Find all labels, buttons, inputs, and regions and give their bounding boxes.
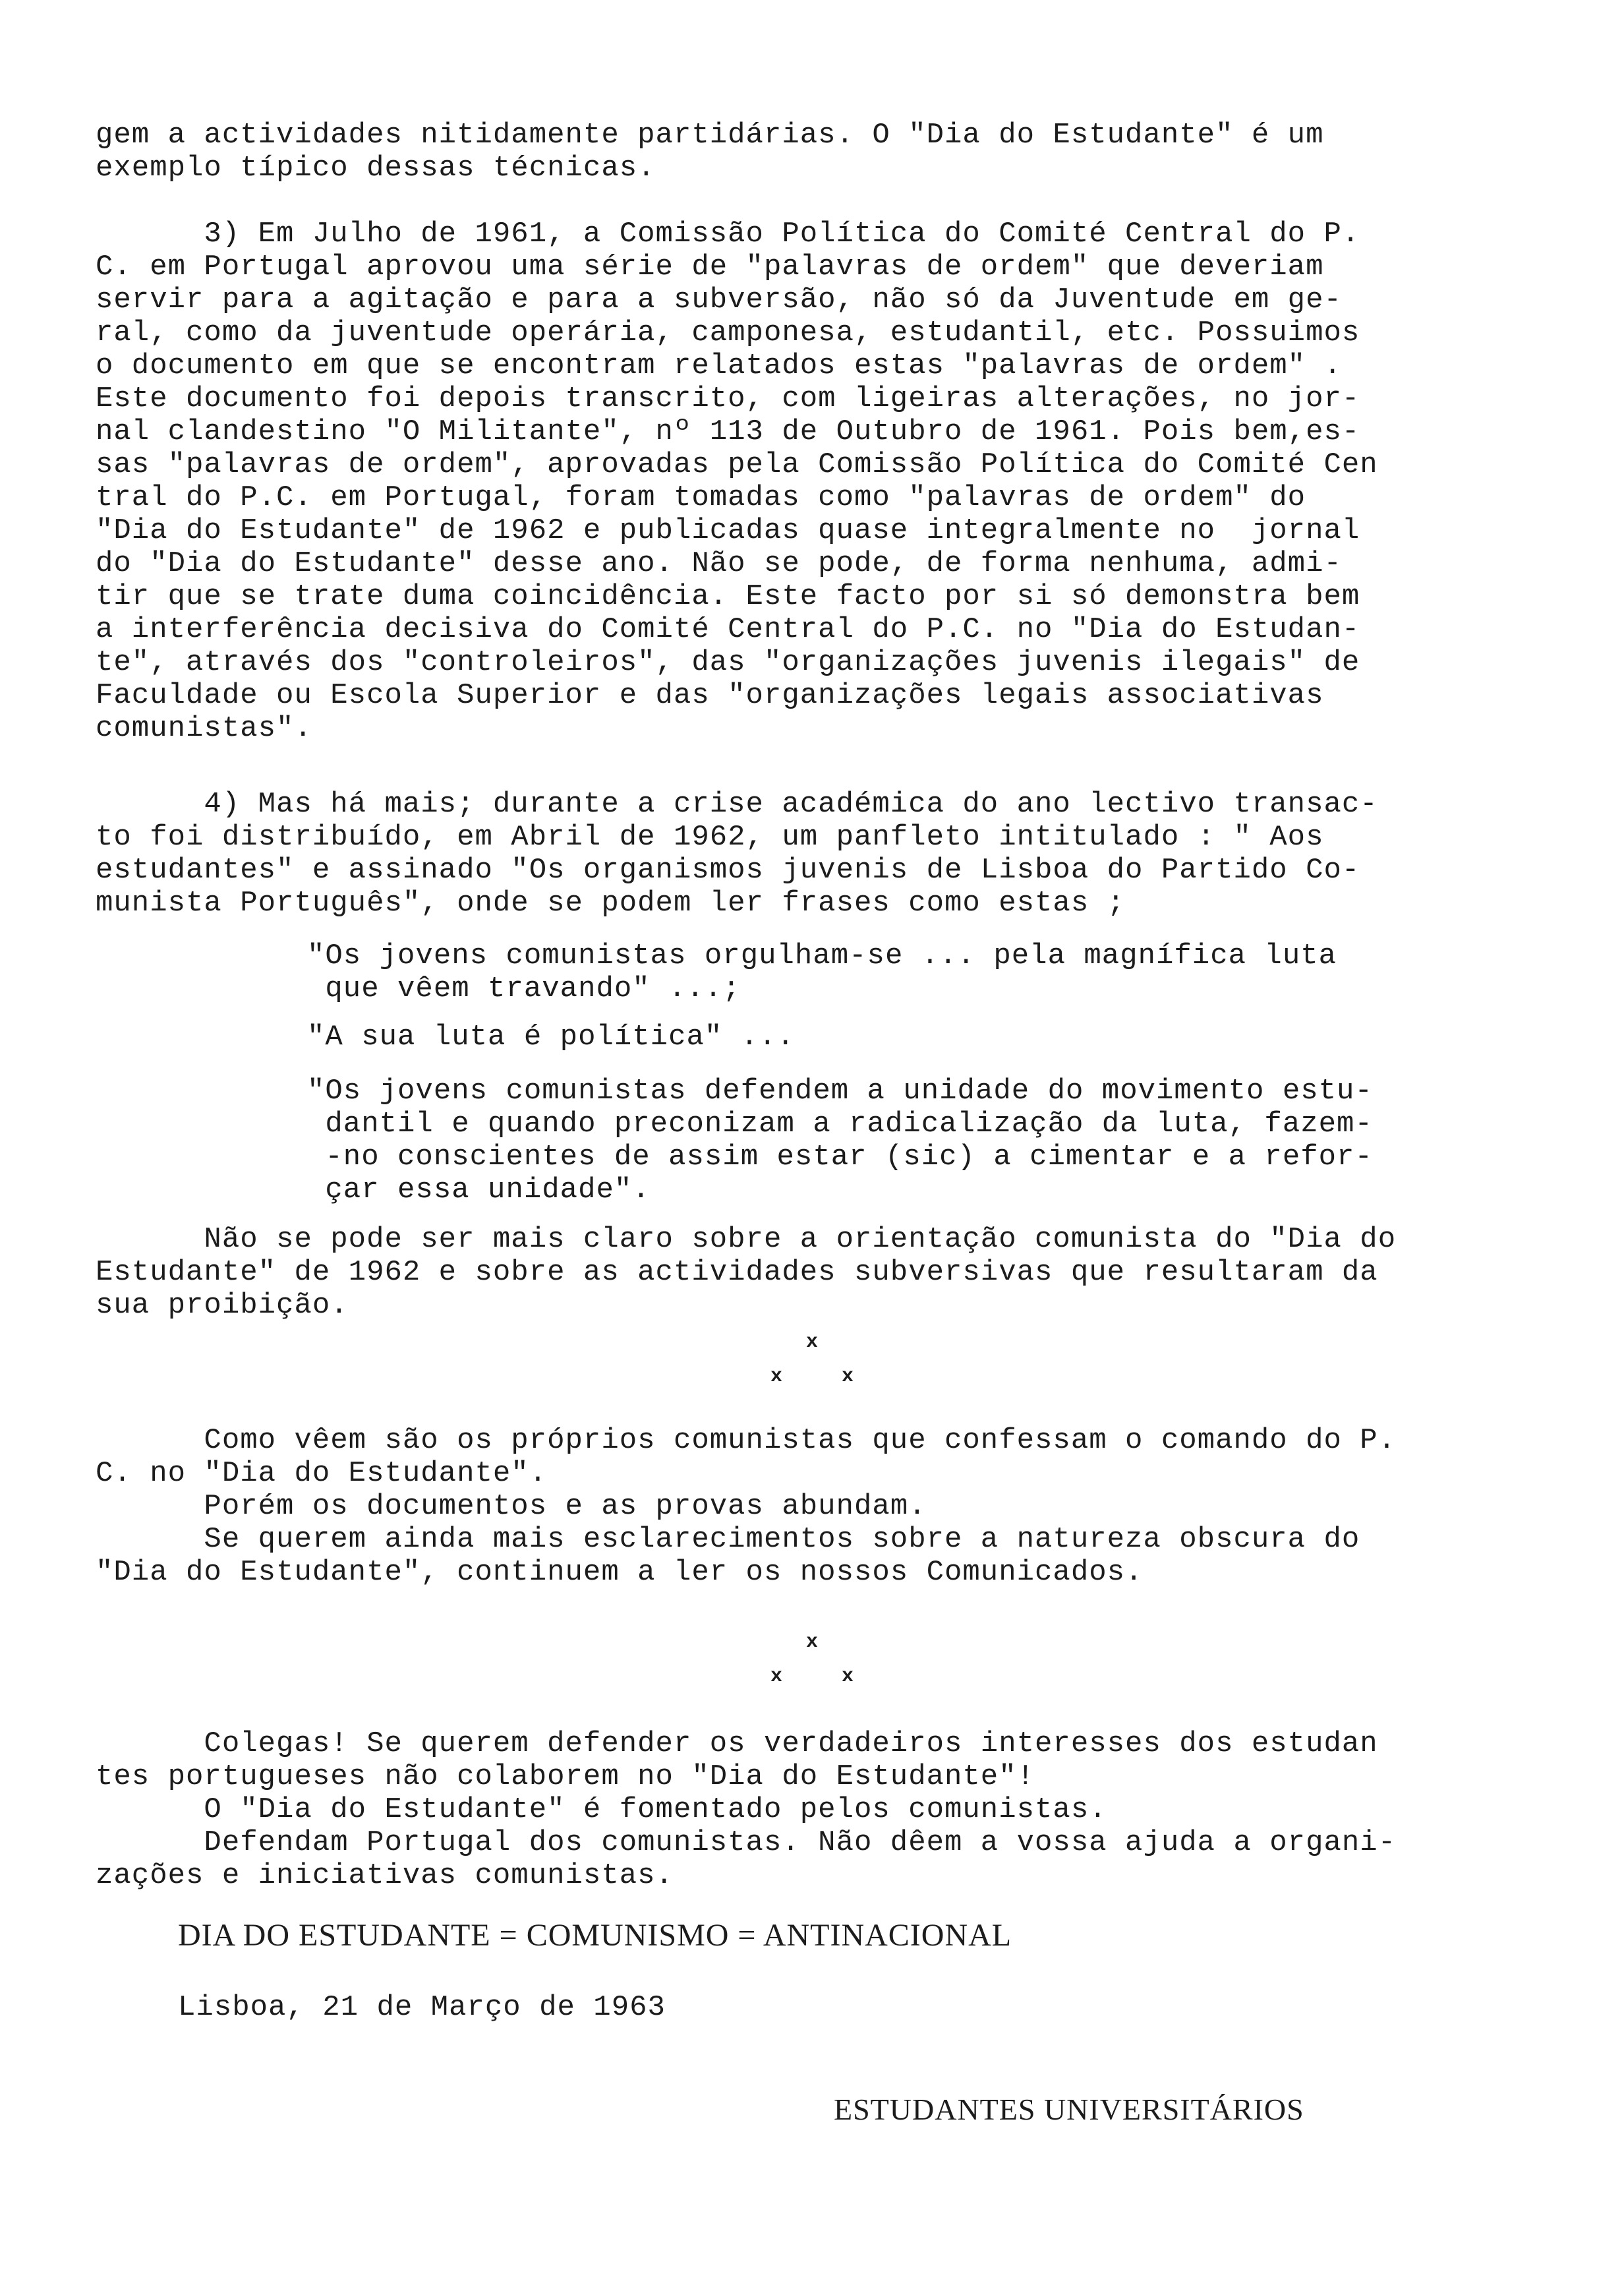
slogan: DIA DO ESTUDANTE = COMUNISMO = ANTINACIONAL — [178, 1918, 1012, 1953]
quote-3: "Os jovens comunistas defendem a unidade do movimento estu- dantil e quando preconizam a radicalização da luta, fazem- -no conscientes de assim estar (sic) a cimentar e a refor- çar essa unidade". — [307, 1075, 1373, 1206]
paragraph-intro: gem a actividades nitidamente partidárias. O "Dia do Estudante" é um exemplo típico dessas técnicas. — [96, 119, 1324, 185]
paragraph-4: 4) Mas há mais; durante a crise académica do ano lectivo transac- to foi distribuído, em Abril de 1962, um panfleto intitulado : " Aos estudantes" e assinado "Os organismos juvenis de Lisboa do Partido Co- munista Português", onde se podem ler frases como estas ; — [96, 788, 1378, 920]
paragraph-3: 3) Em Julho de 1961, a Comissão Política do Comité Central do P. C. em Portugal aprovou uma série de "palavras de ordem" que deveriam servir para a agitação e para a subversão, não só da Juventude em ge- ral, como da juventude operária, camponesa, estudantil, etc. Possuimos o documento em que se encontram relatados estas "palavras de ordem" . Este documento foi depois transcrito, com ligeiras alterações, no jor- nal clandestino "O Militante", nº 113 de Outubro de 1961. Pois bem,es- sas "palavras de ordem", aprovadas pela Comissão Política do Comité Cen tral do P.C. em Portugal, foram tomadas como "palavras de ordem" do "Dia do Estudante" de 1962 e publicadas quase integralmente no jornal do "Dia do Estudante" desse ano. Não se pode, de forma nenhuma, admi- tir que se trate duma coincidência. Este facto por si só demonstra bem a interferência decisiva do Comité Central do P.C. no "Dia do Estudan- te", através dos "controleiros", das "organizações juvenis ilegais" de Faculdade ou Escola Superior e das "organizações legais associativas comunistas". — [96, 218, 1378, 745]
quote-1: "Os jovens comunistas orgulham-se ... pela magnífica luta que vêem travando" ...; — [307, 939, 1337, 1005]
section-separator: x x x — [770, 1331, 854, 1388]
section-separator: x x x — [770, 1631, 854, 1688]
place-date: Lisboa, 21 de Março de 1963 — [178, 1991, 666, 2024]
quote-2: "A sua luta é política" ... — [307, 1021, 795, 1054]
paragraph-confess: Como vêem são os próprios comunistas que confessam o comando do P. C. no "Dia do Estudante". Porém os documentos e as provas abundam. Se querem ainda mais esclarecimentos sobre a natureza obscura do "Dia do Estudante", continuem a ler os nossos Comunicados. — [96, 1424, 1397, 1589]
signature: ESTUDANTES UNIVERSITÁRIOS — [834, 2093, 1304, 2126]
paragraph-conclusion: Não se pode ser mais claro sobre a orientação comunista do "Dia do Estudante" de 1962 e sobre as actividades subversivas que resultaram da sua proibição. — [96, 1223, 1397, 1322]
paragraph-appeal: Colegas! Se querem defender os verdadeiros interesses dos estudan tes portugueses não colaborem no "Dia do Estudante"! O "Dia do Estudante" é fomentado pelos comunistas. Defendam Portugal dos comunistas. Não dêem a vossa ajuda a organi- zações e iniciativas comunistas. — [96, 1727, 1397, 1892]
